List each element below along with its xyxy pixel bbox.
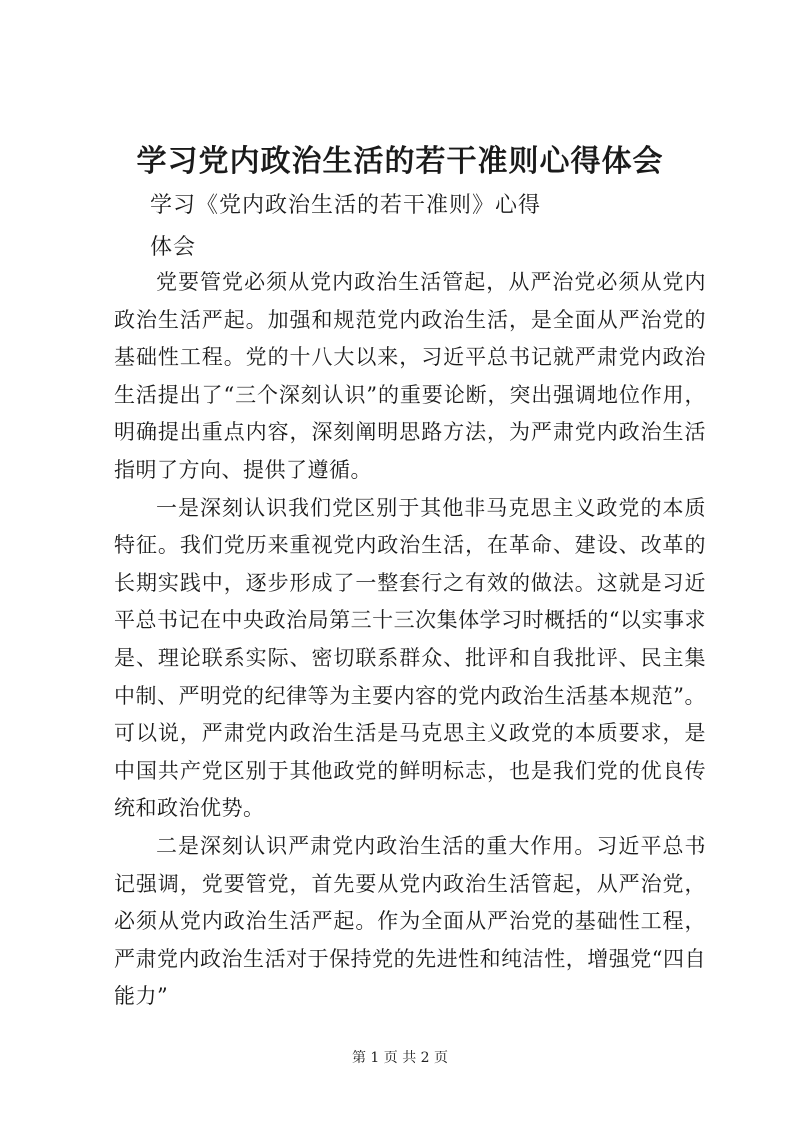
document-title: 学习党内政治生活的若干准则心得体会 <box>136 144 664 179</box>
paragraph-2: 一是深刻认识我们党区别于其他非马克思主义政党的本质特征。我们党历来重视党内政治生活，在革命、建设、改革的长期实践中，逐步形成了一整套行之有效的做法。这就是习近平总书记在中央政治局第三十三次集体学习时概括的“以实事求是、理论联系实际、密切联系群众、批评和自我批评、民主集中制、严明党的纪律等为主要内容的党内政治生活基本规范”。可以说，严肃党内政治生活是马克思主义政党的本质要求，是中国共产党区别于其他政党的鲜明标志，也是我们党的优良传统和政治优势。 <box>114 495 706 821</box>
subtitle-line-1: 学习《党内政治生活的若干准则》心得 <box>150 193 542 218</box>
page-footer: 第 1 页 共 2 页 <box>351 1050 449 1066</box>
paragraph-3: 二是深刻认识严肃党内政治生活的重大作用。习近平总书记强调，党要管党，首先要从党内政治生活管起，从严治党，必须从党内政治生活严起。作为全面从严治党的基础性工程，严肃党内政治生活对于保持党的先进性和纯洁性，增强党“四自能力” <box>114 833 706 1009</box>
paragraph-1: 党要管党必须从党内政治生活管起，从严治党必须从党内政治生活严起。加强和规范党内政治生活，是全面从严治党的基础性工程。党的十八大以来，习近平总书记就严肃党内政治生活提出了“三个深刻认识”的重要论断，突出强调地位作用，明确提出重点内容，深刻阐明思路方法，为严肃党内政治生活指明了方向、提供了遵循。 <box>114 270 706 482</box>
subtitle-line-2: 体会 <box>150 235 197 260</box>
document-body <box>114 264 706 1016</box>
